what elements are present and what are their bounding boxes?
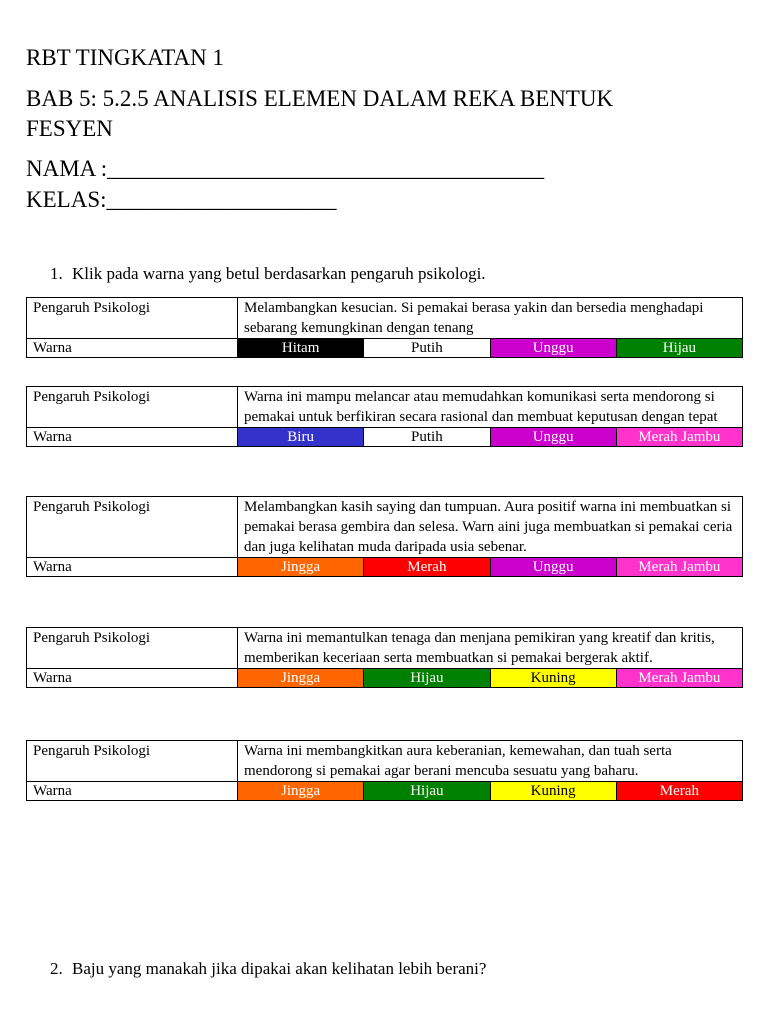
question-table-2 [26,386,743,447]
question-1-number: 1. [50,264,63,283]
color-option-putih[interactable]: Putih [364,339,490,358]
color-option-merah-jambu[interactable]: Merah Jambu [616,558,742,577]
color-option-unggu[interactable]: Unggu [490,558,616,577]
color-option-hitam[interactable]: Hitam [238,339,364,358]
color-option-biru[interactable]: Biru [238,428,364,447]
color-option-unggu[interactable]: Unggu [490,339,616,358]
color-option-hijau[interactable]: Hijau [364,782,490,801]
class-field: KELAS:____________________ [26,187,337,212]
color-option-merah-jambu[interactable]: Merah Jambu [616,428,742,447]
color-option-kuning[interactable]: Kuning [490,782,616,801]
color-option-merah[interactable]: Merah [616,782,742,801]
question-1 [50,264,486,284]
color-option-merah-jambu[interactable]: Merah Jambu [616,669,742,688]
influence-label: Pengaruh Psikologi [27,497,238,558]
influence-label: Pengaruh Psikologi [27,628,238,669]
color-option-merah[interactable]: Merah [364,558,490,577]
question-table-1 [26,297,743,358]
question-table-5 [26,740,743,801]
question-2-number: 2. [50,959,63,978]
question-2 [50,959,486,979]
chapter-title-line2: FESYEN [26,116,113,141]
color-option-jingga[interactable]: Jingga [238,782,364,801]
influence-description: Melambangkan kasih saying dan tumpuan. Aura positif warna ini membuatkan si pemakai berasa gembira dan selesa. Warn aini juga membuatkan si pemakai ceria dan juga kelihatan muda daripada usia sebenar. [238,497,743,558]
name-field: NAMA :______________________________________ [26,156,545,181]
color-option-jingga[interactable]: Jingga [238,669,364,688]
influence-description: Warna ini mampu melancar atau memudahkan komunikasi serta mendorong si pemakai untuk berfikiran secara rasional dan membuat keputusan dengan tepat [238,387,743,428]
influence-label: Pengaruh Psikologi [27,387,238,428]
color-label: Warna [27,339,238,358]
color-label: Warna [27,669,238,688]
question-2-text: Baju yang manakah jika dipakai akan kelihatan lebih berani? [72,959,487,978]
color-option-hijau[interactable]: Hijau [364,669,490,688]
color-label: Warna [27,428,238,447]
color-label: Warna [27,558,238,577]
influence-description: Warna ini memantulkan tenaga dan menjana pemikiran yang kreatif dan kritis, memberikan keceriaan serta membuatkan si pemakai bergerak aktif. [238,628,743,669]
chapter-title-line1: BAB 5: 5.2.5 ANALISIS ELEMEN DALAM REKA BENTUK [26,86,614,111]
document-title: RBT TINGKATAN 1 [26,45,224,70]
color-option-putih[interactable]: Putih [364,428,490,447]
question-1-text: Klik pada warna yang betul berdasarkan pengaruh psikologi. [72,264,486,283]
color-label: Warna [27,782,238,801]
influence-description: Warna ini membangkitkan aura keberanian, kemewahan, dan tuah serta mendorong si pemakai agar berani mencuba sesuatu yang baharu. [238,741,743,782]
color-option-kuning[interactable]: Kuning [490,669,616,688]
question-table-4 [26,627,743,688]
color-option-hijau[interactable]: Hijau [616,339,742,358]
color-option-jingga[interactable]: Jingga [238,558,364,577]
influence-description: Melambangkan kesucian. Si pemakai berasa yakin dan bersedia menghadapi sebarang kemungkinan dengan tenang [238,298,743,339]
color-option-unggu[interactable]: Unggu [490,428,616,447]
influence-label: Pengaruh Psikologi [27,298,238,339]
question-table-3 [26,496,743,577]
influence-label: Pengaruh Psikologi [27,741,238,782]
